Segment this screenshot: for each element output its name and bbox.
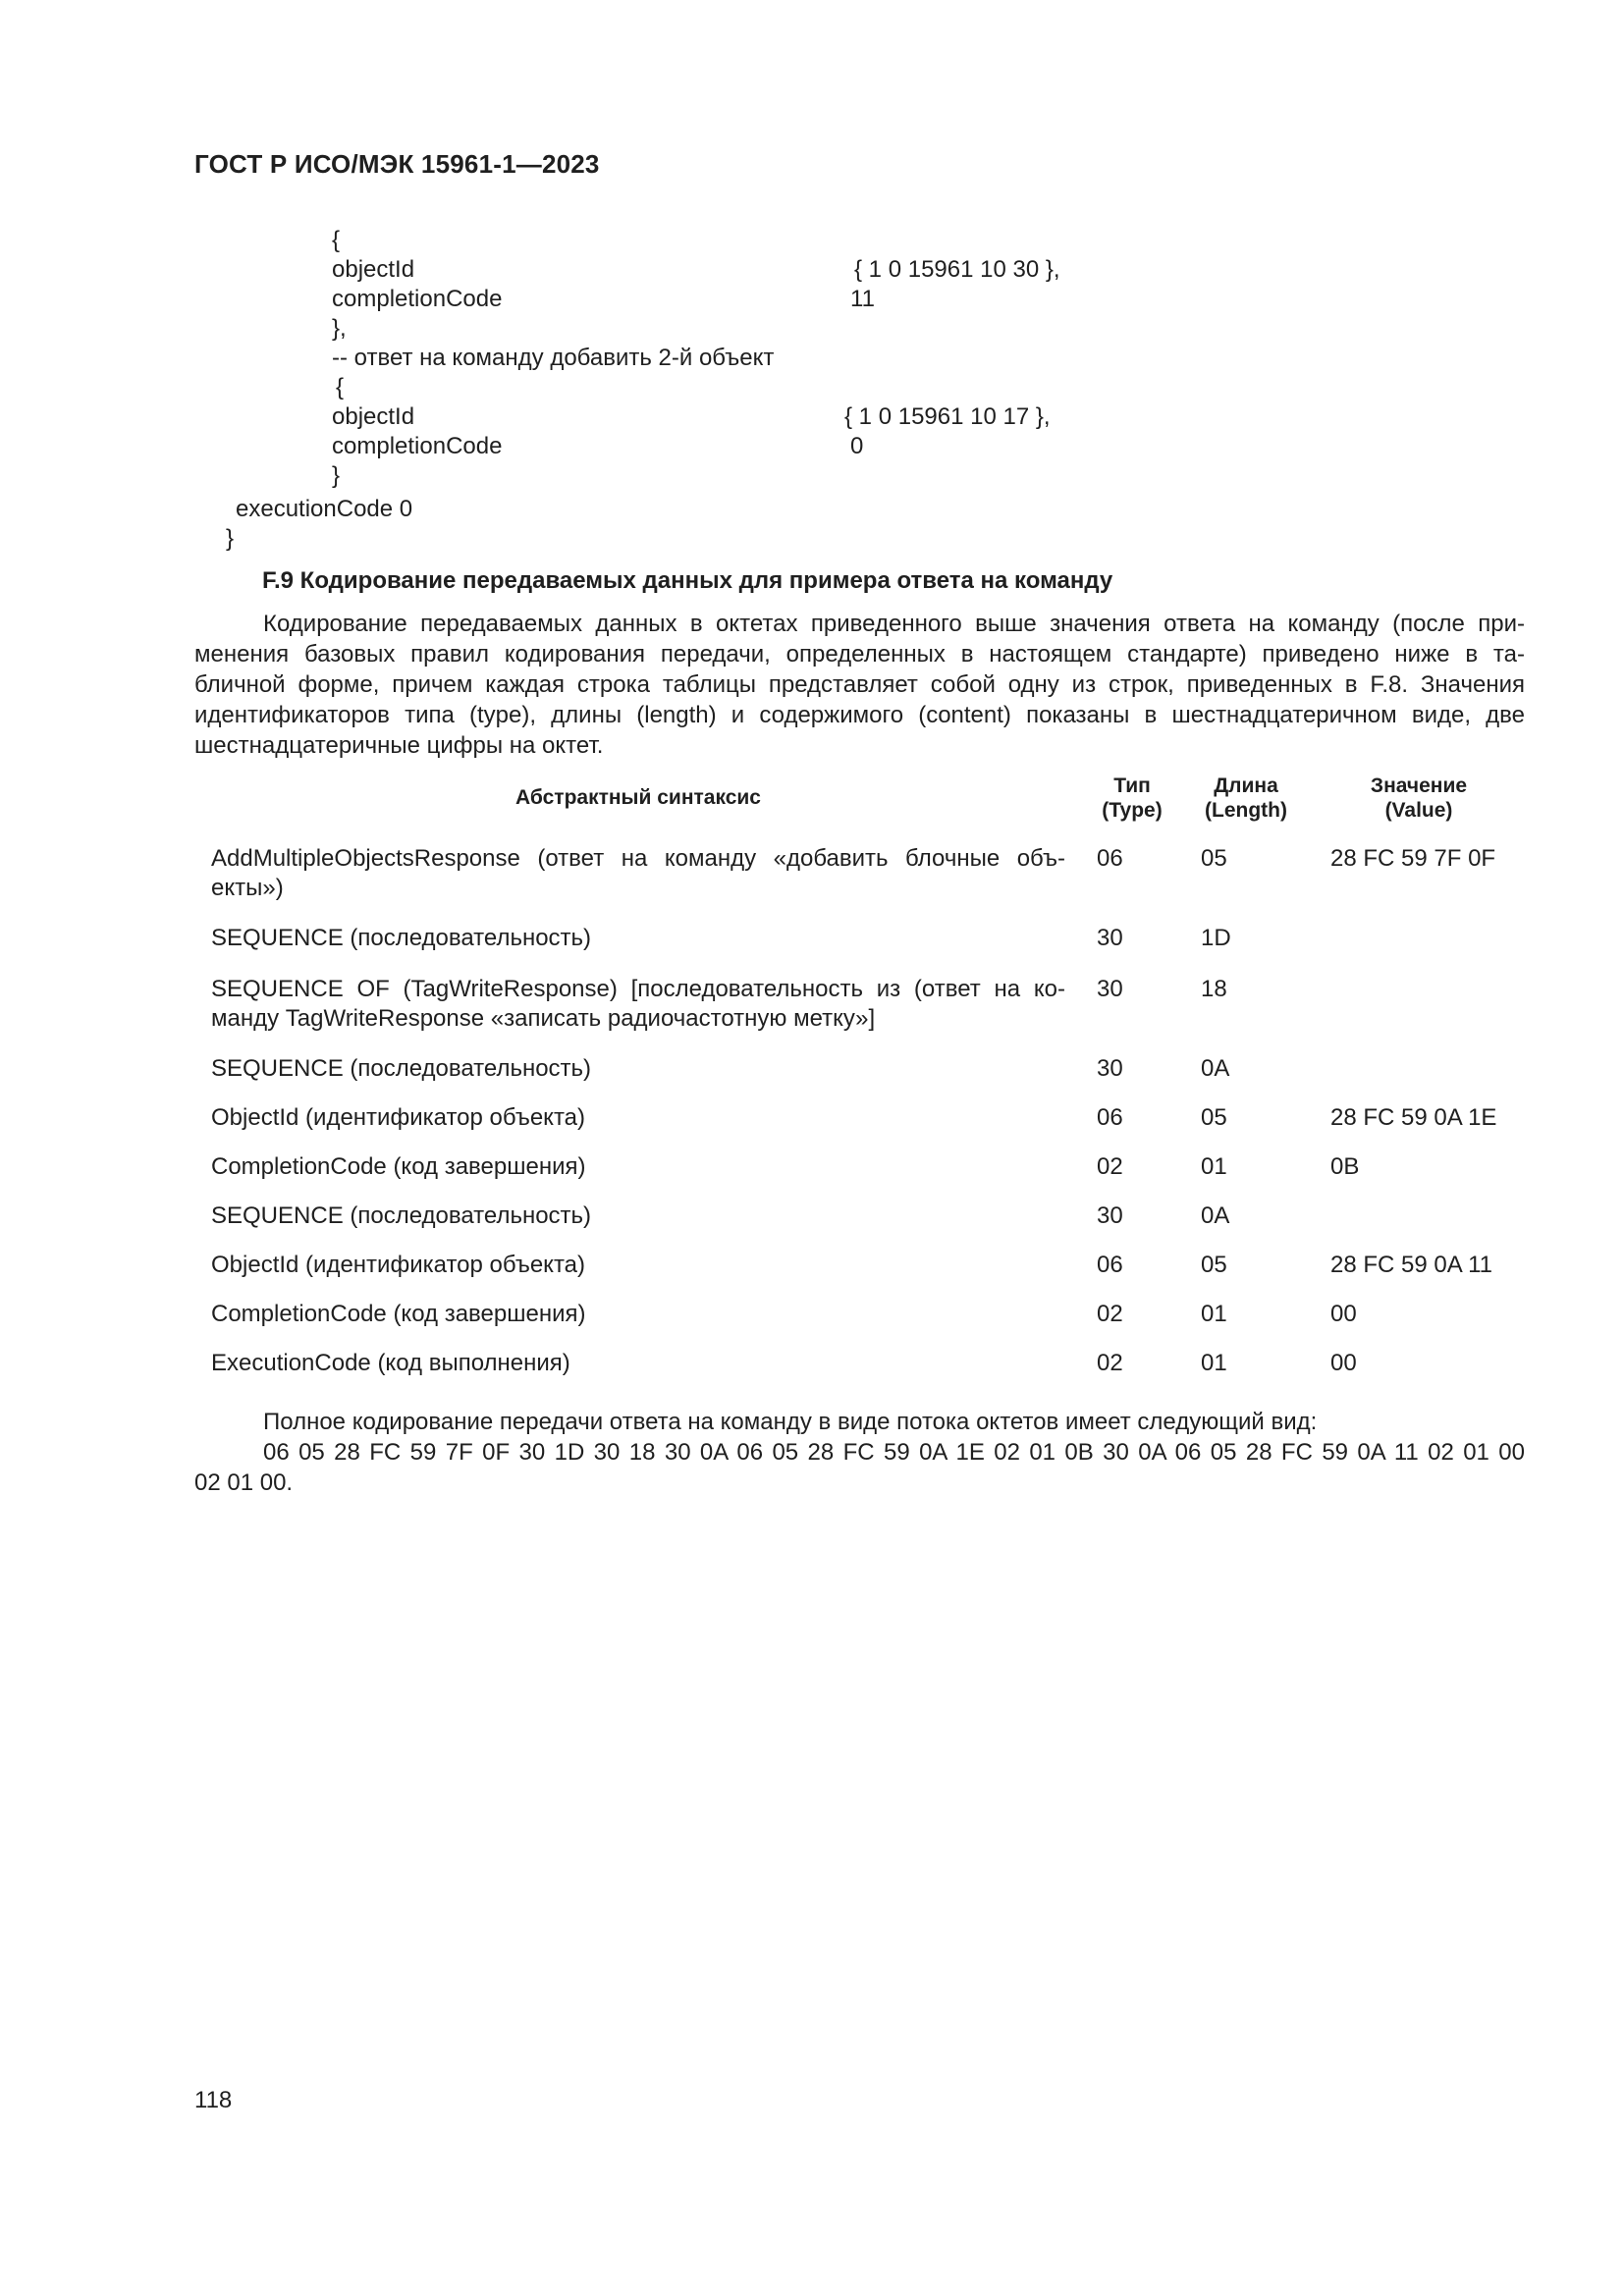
table-cell-syntax: ExecutionCode (код выполнения): [211, 1350, 570, 1376]
octet-stream-line: 06 05 28 FC 59 7F 0F 30 1D 30 18 30 0A 06 05 28 FC 59 0A 1E 02 01 0B 30 0A 06 05 28 FC 59 0A 11 02 01 00: [263, 1439, 1525, 1466]
code-line-right: 11: [850, 286, 875, 312]
table-cell-length: 05: [1201, 1252, 1227, 1278]
table-header-value: Значение (Value): [1370, 774, 1468, 822]
code-line-left: completionCode: [332, 433, 503, 459]
table-cell-syntax-line: манду TagWriteResponse «записать радиочастотную метку»]: [211, 1005, 876, 1032]
paragraph-line: Кодирование передаваемых данных в октетах приведенного выше значения ответа на команду (после при-: [263, 611, 1525, 637]
table-cell-type: 06: [1097, 845, 1123, 872]
table-cell-value: 28 FC 59 7F 0F: [1330, 845, 1496, 872]
table-header-syntax: Абстрактный синтаксис: [515, 786, 761, 809]
section-paragraph: [194, 609, 1525, 761]
table-cell-type: 30: [1097, 1055, 1123, 1082]
paragraph-line: менения базовых правил кодирования передачи, определенных в настоящем стандарте) приведено ниже в та-: [194, 641, 1525, 667]
code-line-left: objectId: [332, 403, 415, 430]
code-line-left: completionCode: [332, 286, 503, 312]
table-cell-value: 00: [1330, 1301, 1357, 1327]
code-line-left: objectId: [332, 256, 415, 283]
execution-code-line: executionCode 0: [236, 496, 413, 522]
closing-brace: }: [226, 525, 235, 552]
table-row: [211, 975, 1065, 1034]
table-row: [211, 844, 1065, 903]
table-cell-length: 05: [1201, 845, 1227, 872]
code-line-left: },: [332, 315, 347, 342]
table-cell-syntax: SEQUENCE (последовательность): [211, 925, 592, 951]
table-cell-value: 28 FC 59 0A 11: [1330, 1252, 1492, 1278]
table-cell-syntax: ObjectId (идентификатор объекта): [211, 1104, 586, 1131]
table-cell-length: 1D: [1201, 925, 1231, 951]
octet-stream-line: 02 01 00.: [194, 1469, 294, 1496]
table-cell-value: 0B: [1330, 1153, 1360, 1180]
table-cell-type: 02: [1097, 1153, 1123, 1180]
table-cell-syntax: SEQUENCE (последовательность): [211, 1055, 592, 1082]
code-line-right: { 1 0 15961 10 17 },: [844, 403, 1051, 430]
table-cell-syntax-line: екты»): [211, 875, 284, 901]
table-cell-syntax: ObjectId (идентификатор объекта): [211, 1252, 586, 1278]
table-cell-length: 01: [1201, 1153, 1227, 1180]
table-header-length: Длина (Length): [1205, 774, 1287, 822]
table-cell-length: 0A: [1201, 1202, 1230, 1229]
table-cell-type: 02: [1097, 1350, 1123, 1376]
table-cell-syntax-line: AddMultipleObjectsResponse (ответ на команду «добавить блочные объ-: [211, 845, 1065, 872]
octet-stream-intro: Полное кодирование передачи ответа на команду в виде потока октетов имеет следующий вид:: [263, 1409, 1318, 1435]
table-cell-value: 00: [1330, 1350, 1357, 1376]
table-cell-syntax-line: SEQUENCE OF (TagWriteResponse) [последовательность из (ответ на ко-: [211, 976, 1065, 1002]
table-cell-type: 06: [1097, 1104, 1123, 1131]
document-header: ГОСТ Р ИСО/МЭК 15961-1—2023: [194, 149, 600, 179]
code-line-left: {: [332, 227, 341, 253]
paragraph-line: идентификаторов типа (type), длины (length) и содержимого (content) показаны в шестнадцатеричном виде, две: [194, 702, 1525, 728]
table-cell-type: 30: [1097, 925, 1123, 951]
table-header-type: Тип (Type): [1102, 774, 1163, 822]
table-cell-length: 0A: [1201, 1055, 1230, 1082]
table-cell-type: 30: [1097, 1202, 1123, 1229]
code-line-right: { 1 0 15961 10 30 },: [854, 256, 1060, 283]
table-cell-length: 01: [1201, 1301, 1227, 1327]
table-cell-length: 18: [1201, 976, 1227, 1002]
code-line-left: }: [332, 462, 341, 489]
table-cell-length: 05: [1201, 1104, 1227, 1131]
table-cell-syntax: CompletionCode (код завершения): [211, 1301, 586, 1327]
table-cell-type: 02: [1097, 1301, 1123, 1327]
code-comment: -- ответ на команду добавить 2-й объект: [332, 345, 775, 371]
paragraph-line: шестнадцатеричные цифры на октет.: [194, 732, 604, 759]
table-cell-type: 06: [1097, 1252, 1123, 1278]
table-cell-value: 28 FC 59 0A 1E: [1330, 1104, 1497, 1131]
table-cell-type: 30: [1097, 976, 1123, 1002]
table-cell-syntax: CompletionCode (код завершения): [211, 1153, 586, 1180]
code-line-left: {: [336, 374, 345, 400]
table-cell-length: 01: [1201, 1350, 1227, 1376]
section-title: F.9 Кодирование передаваемых данных для примера ответа на команду: [262, 567, 1113, 594]
page-number: 118: [194, 2087, 233, 2113]
table-cell-syntax: SEQUENCE (последовательность): [211, 1202, 592, 1229]
paragraph-line: бличной форме, причем каждая строка таблицы представляет собой одну из строк, приведенных в F.8. Значения: [194, 671, 1525, 698]
code-line-right: 0: [850, 433, 864, 459]
